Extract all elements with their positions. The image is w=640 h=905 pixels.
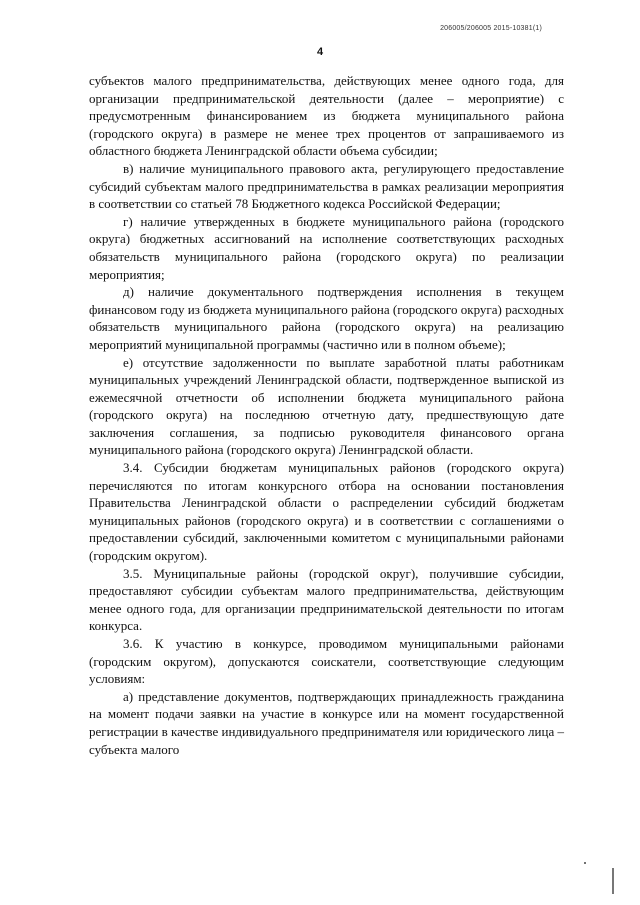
paragraph-3-6: 3.6. К участию в конкурсе, проводимом муниципальными районами (городским округом), допускаются соискатели, соответствующие следующим условиям:	[89, 636, 564, 687]
paragraph-3-4: 3.4. Субсидии бюджетам муниципальных районов (городского округа) перечисляются по итогам конкурсного отбора на основании постановления Правительства Ленинградской области о распределении субсидий бюджетам муниципальных районов (городского округа) и в соответствии с соглашениями о предоставлении субсидий, заключенными комитетом с муниципальными районами (городским округом).	[89, 460, 564, 564]
paragraph-continuation: субъектов малого предпринимательства, действующих менее одного года, для организации предпринимательской деятельности (далее – мероприятие) с предусмотренным финансированием из бюджета муниципального района (городского округа) в размере не менее трех процентов от запрашиваемого из областного бюджета Ленинградской области объема субсидии;	[89, 73, 564, 159]
scan-dot	[584, 862, 586, 864]
document-body	[89, 72, 564, 758]
page-number: 4	[316, 46, 324, 58]
paragraph-3-5: 3.5. Муниципальные районы (городской округ), получившие субсидии, предоставляют субсидии субъектам малого предпринимательства, действующим менее одного года, для организации предпринимательской деятельности по итогам конкурса.	[89, 565, 564, 634]
scan-edge-mark	[612, 868, 614, 894]
document-code: 206005/206005 2015-10381(1)	[440, 25, 542, 32]
paragraph-item-v: в) наличие муниципального правового акта, регулирующего предоставление субсидий субъектам малого предпринимательства в рамках реализации мероприятия в соответствии со статьей 78 Бюджетного кодекса Российской Федерации;	[89, 160, 564, 212]
paragraph-item-a: а) представление документов, подтверждающих принадлежность гражданина на момент подачи заявки на участие в конкурсе или на момент государственной регистрации в качестве индивидуального предпринимателя или юридического лица – субъекта малого	[89, 688, 564, 757]
paragraph-item-d: д) наличие документального подтверждения исполнения в текущем финансовом году из бюджета муниципального района (городского округа) расходных обязательств муниципального района (городского округа) на реализацию мероприятий муниципальной программы (частично или в полном объеме);	[89, 284, 564, 352]
paragraph-item-g: г) наличие утвержденных в бюджете муниципального района (городского округа) бюджетных ассигнований на исполнение соответствующих расходных обязательств муниципального района (городского округа) по реализации мероприятия;	[89, 213, 564, 282]
paragraph-item-e: е) отсутствие задолженности по выплате заработной платы работникам муниципальных учреждений Ленинградской области, подтвержденное выпиской из ежемесячной отчетности об исполнении бюджета муниципального района (городского округа) на последнюю отчетную дату, предшествующую дате заключения соглашения, за подписью руководителя финансового органа муниципального района (городского округа) Ленинградской области.	[89, 354, 564, 458]
